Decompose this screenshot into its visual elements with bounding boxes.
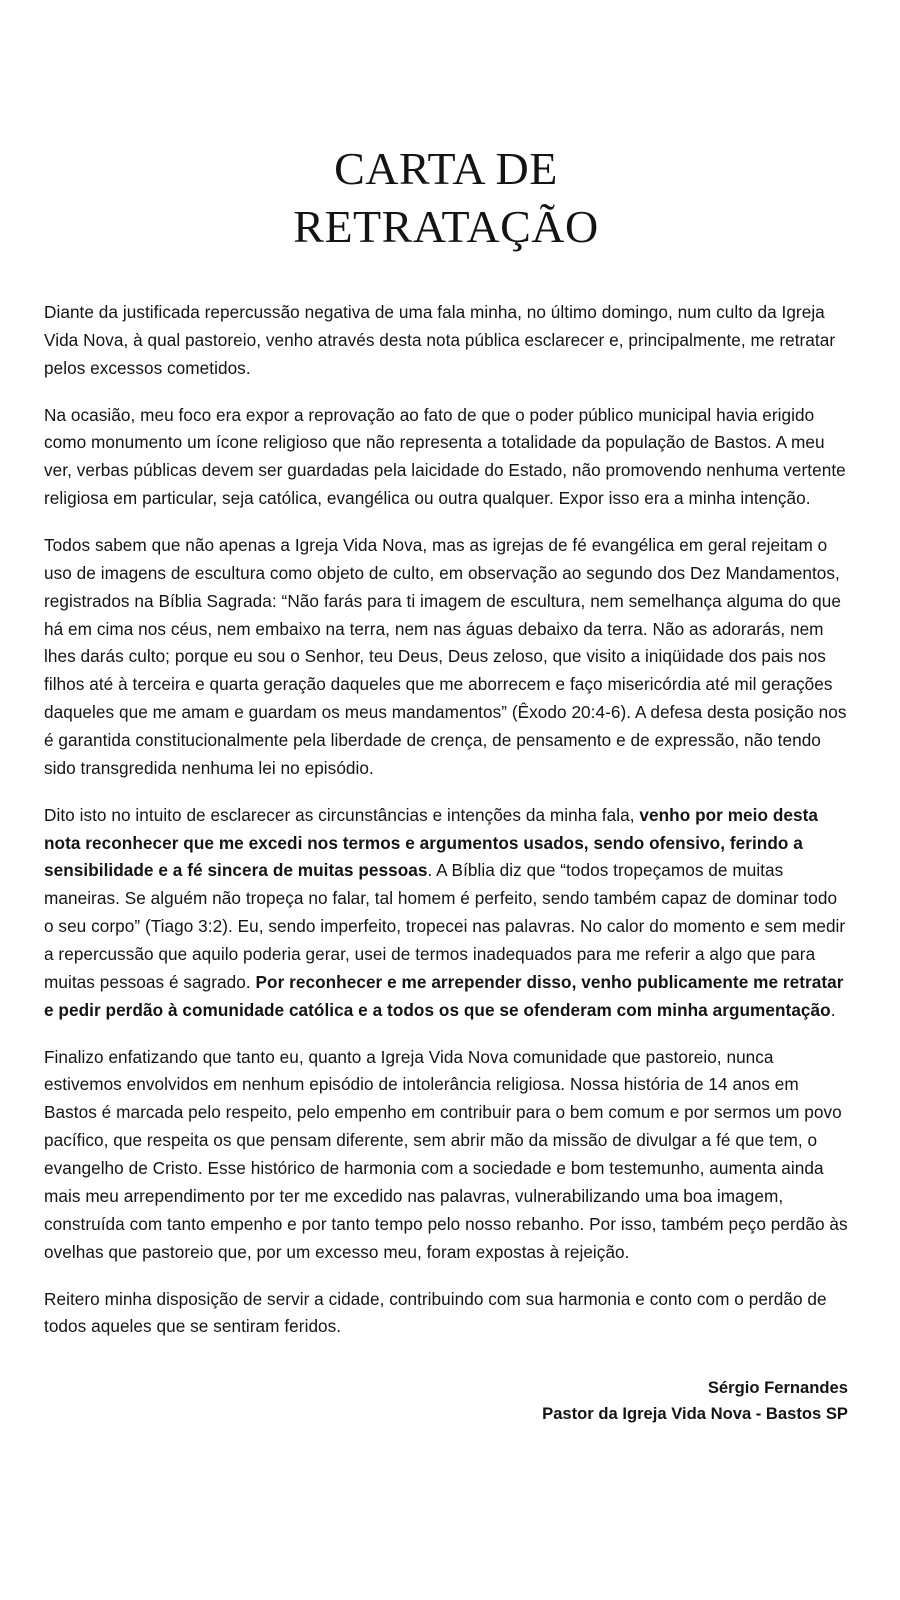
paragraph xyxy=(44,299,848,383)
text-run: . xyxy=(830,999,836,1020)
page-title xyxy=(44,140,848,255)
paragraph xyxy=(44,802,848,1025)
emphasis-text: Por reconhecer e me arrepender disso, venho publicamente me retratar e pedir perdão à comunidade católica e a todos os que se ofenderam com minha argumentação xyxy=(44,971,844,1020)
signature-name: Sérgio Fernandes xyxy=(707,1378,848,1398)
text-run: Dito isto no intuito de esclarecer as circunstâncias e intenções da minha fala, xyxy=(44,804,640,825)
text-run: Diante da justificada repercussão negativa de uma fala minha, no último domingo, num culto da Igreja Vida Nova, à qual pastoreio, venho através desta nota pública esclarecer e, principalmente, me retratar pelos excessos cometidos. xyxy=(44,302,836,378)
page-title-line-2: RETRATAÇÃO xyxy=(293,200,599,252)
paragraph xyxy=(44,402,848,513)
signature-role: Pastor da Igreja Vida Nova - Bastos SP xyxy=(542,1403,848,1423)
text-run: Na ocasião, meu foco era expor a reprovação ao fato de que o poder público municipal havia erigido como monumento um ícone religioso que não representa a totalidade da população de Bastos. A meu ver, verbas públicas devem ser guardadas pela laicidade do Estado, não promovendo nenhuma vertente religiosa em particular, seja católica, evangélica ou outra qualquer. Expor isso era a minha intenção. xyxy=(44,404,846,509)
paragraph xyxy=(44,1044,848,1267)
text-run: Reitero minha disposição de servir a cidade, contribuindo com sua harmonia e conto com o perdão de todos aqueles que se sentiram feridos. xyxy=(44,1288,827,1337)
text-run: Todos sabem que não apenas a Igreja Vida Nova, mas as igrejas de fé evangélica em geral rejeitam o uso de imagens de escultura como objeto de culto, em observação ao segundo dos Dez Mandamentos, registrados na Bíblia Sagrada: “Não farás para ti imagem de escultura, nem semelhança alguma do que há em cima nos céus, nem embaixo na terra, nem nas águas debaixo da terra. Não as adorarás, nem lhes darás culto; porque eu sou o Senhor, teu Deus, Deus zeloso, que visito a iniqüidade dos pais nos filhos até à terceira e quarta geração daqueles que me aborrecem e faço misericórdia até mil gerações daqueles que me amam e guardam os meus mandamentos” (Êxodo 20:4-6). A defesa desta posição nos é garantida constitucionalmente pela liberdade de crença, de pensamento e de expressão, não tendo sido transgredida nenhuma lei no episódio. xyxy=(44,535,847,778)
text-run: . A Bíblia diz que “todos tropeçamos de muitas maneiras. Se alguém não tropeça no falar, tal homem é perfeito, sendo também capaz de dominar todo o seu corpo” (Tiago 3:2). Eu, sendo imperfeito, tropecei nas palavras. No calor do momento e sem medir a repercussão que aquilo poderia gerar, usei de termos inadequados para me referir a algo que para muitas pessoas é sagrado. xyxy=(44,860,846,992)
page-title-line-1: CARTA DE xyxy=(334,143,558,194)
paragraph xyxy=(44,1286,848,1342)
paragraph xyxy=(44,532,848,783)
emphasis-text: venho por meio desta nota reconhecer que me excedi nos termos e argumentos usados, sendo ofensivo, ferindo a sensibilidade e a fé sincera de muitas pessoas xyxy=(44,804,819,881)
text-run: Finalizo enfatizando que tanto eu, quanto a Igreja Vida Nova comunidade que pastoreio, nunca estivemos envolvidos em nenhum episódio de intolerância religiosa. Nossa história de 14 anos em Bastos é marcada pelo respeito, pelo empenho em contribuir para o bem comum e por sermos um povo pacífico, que respeita os que pensam diferente, sem abrir mão da missão de divulgar a fé que tem, o evangelho de Cristo. Esse histórico de harmonia com a sociedade e bom testemunho, aumenta ainda mais meu arrependimento por ter me excedido nas palavras, vulnerabilizando uma boa imagem, construída com tanto empenho e por tanto tempo pelo nosso rebanho. Por isso, também peço perdão às ovelhas que pastoreio que, por um excesso meu, foram expostas à rejeição. xyxy=(44,1046,848,1262)
signature-block xyxy=(44,1375,848,1426)
document-body xyxy=(44,299,848,1341)
